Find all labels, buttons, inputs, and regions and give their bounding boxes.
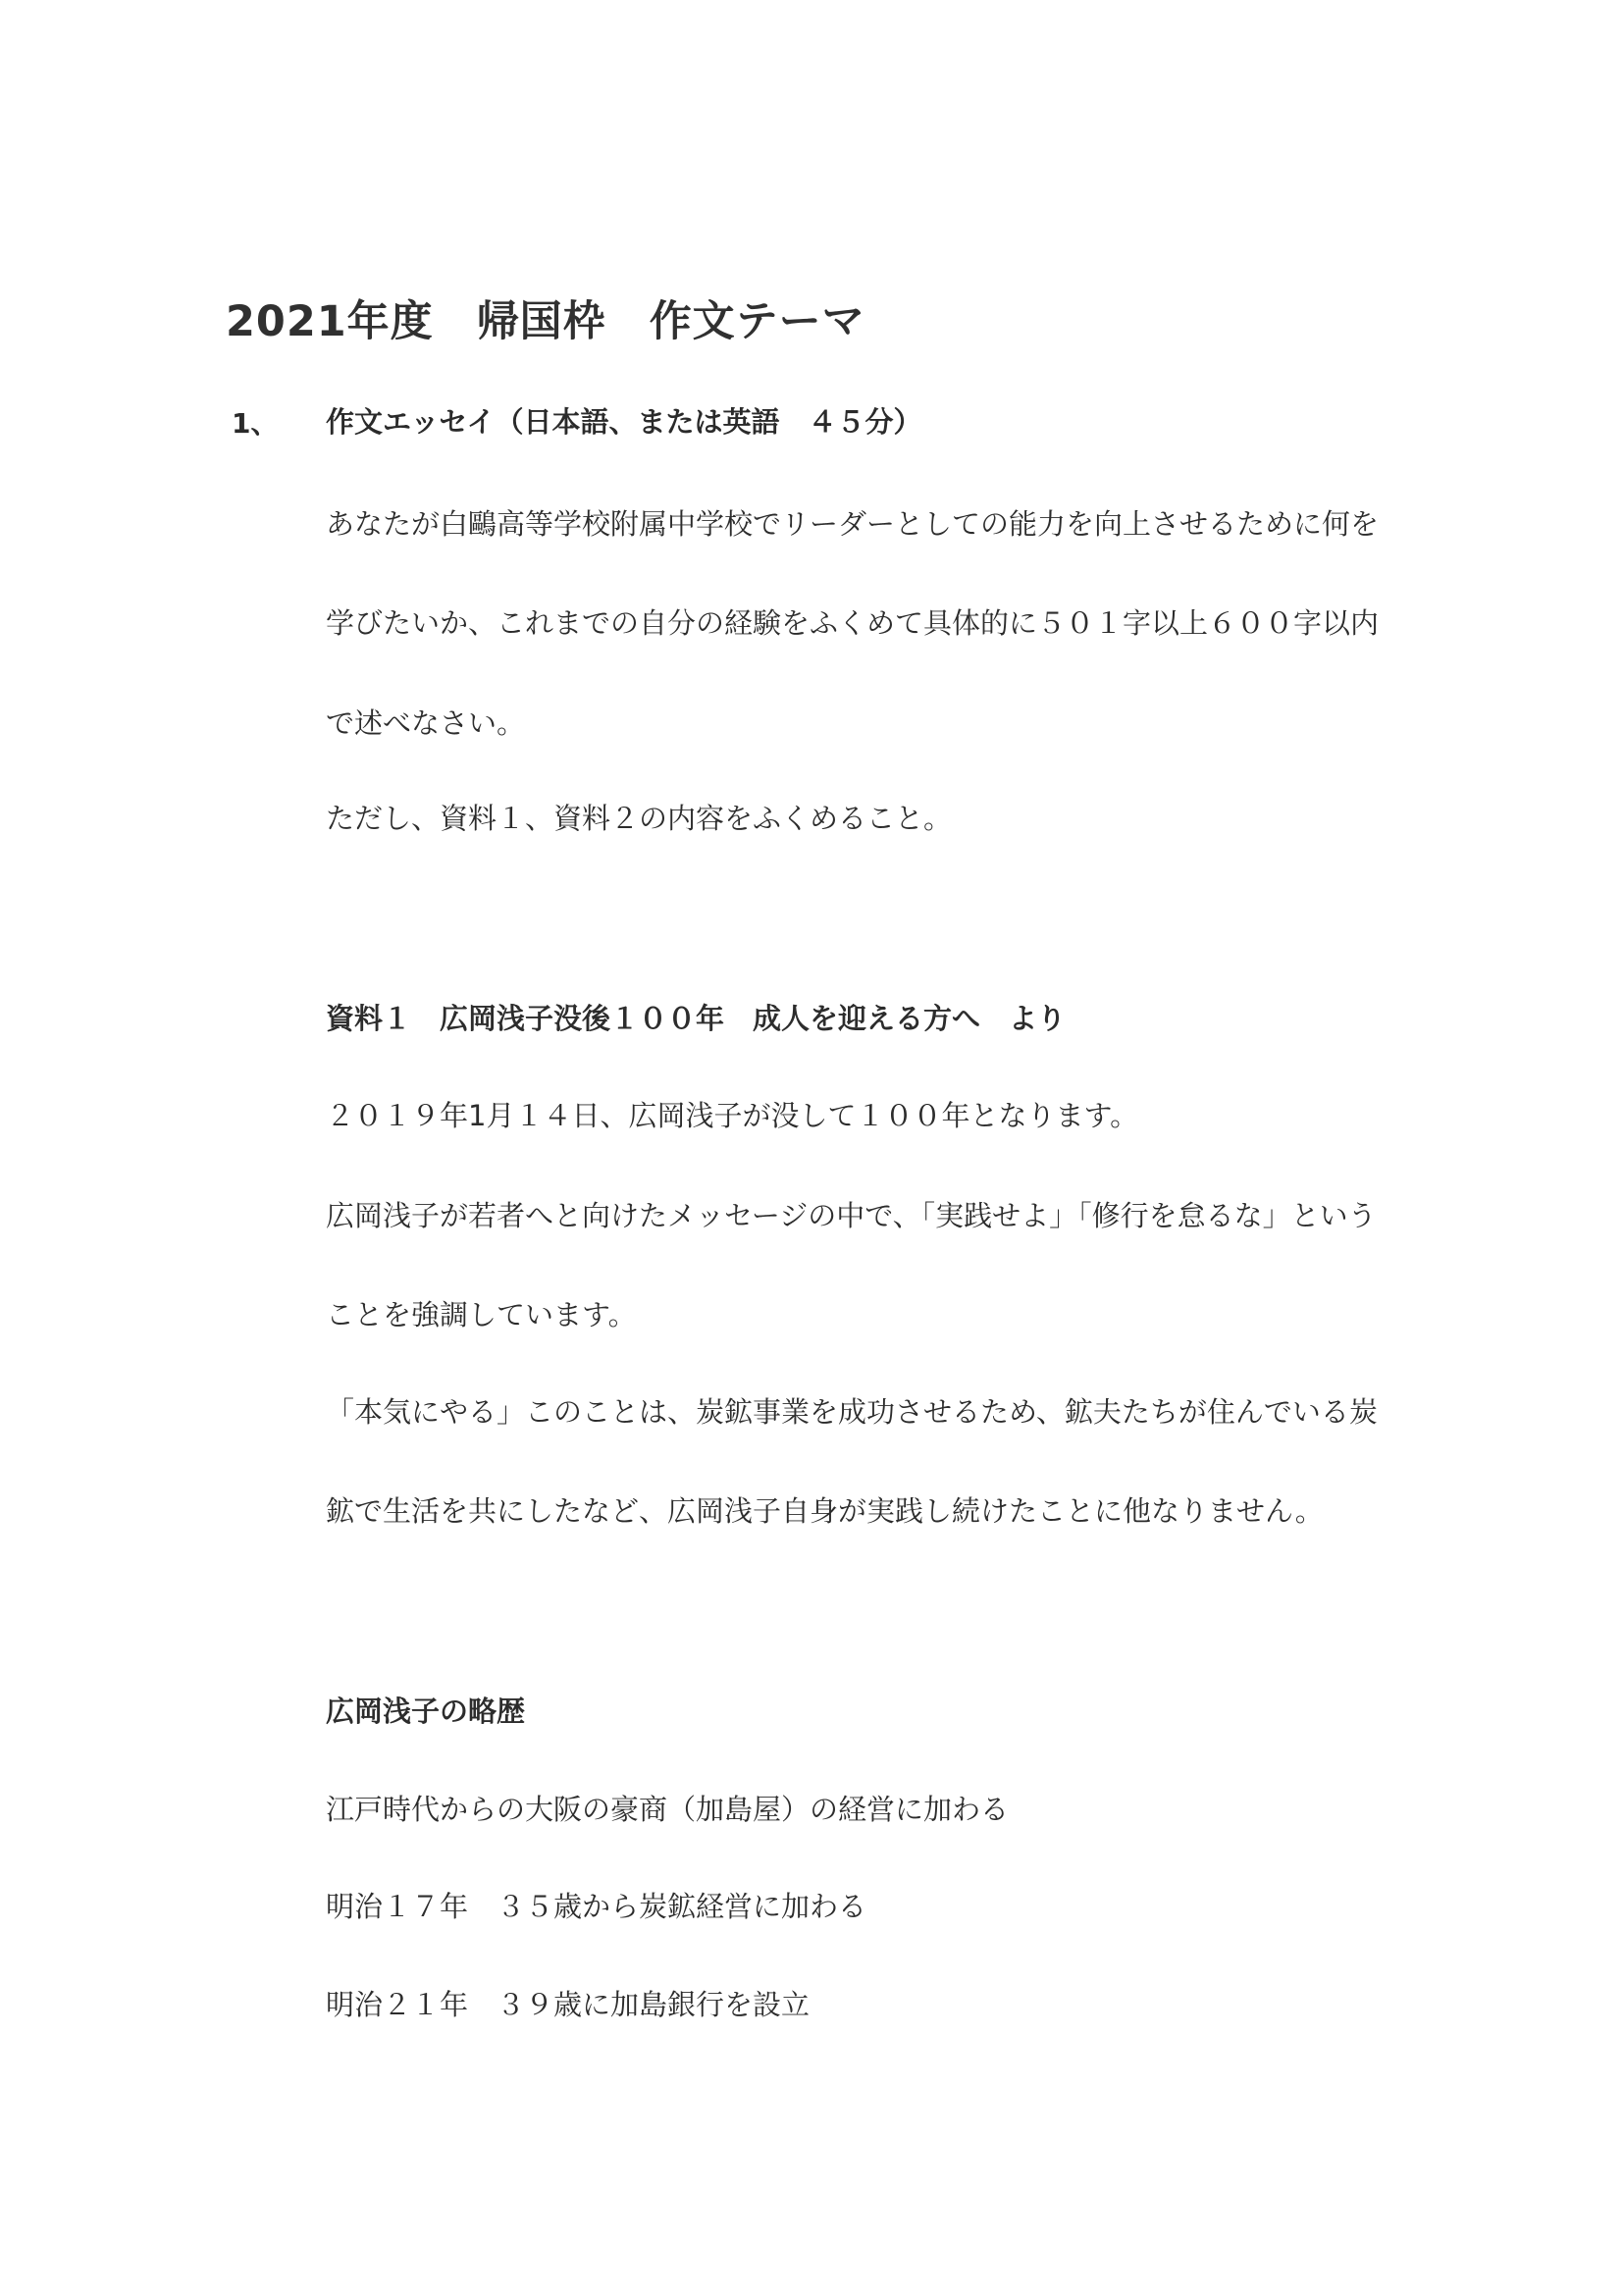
page-title <box>226 288 865 348</box>
material1-line-4: 「本気にやる」このことは、炭鉱事業を成功させるため、鉱夫たちが住んでいる炭 <box>326 1395 1378 1429</box>
title-year: 2021年度 <box>226 297 434 346</box>
prompt-note: ただし、資料１、資料２の内容をふくめること。 <box>326 802 953 835</box>
material1-line-1: ２０１９年1月１４日、広岡浅子が没して１００年となります。 <box>326 1099 1139 1132</box>
prompt-line-3: で述べなさい。 <box>326 706 526 740</box>
material1-line-5: 鉱で生活を共にしたなど、広岡浅子自身が実践し続けたことに他なりません。 <box>326 1494 1324 1528</box>
title-category: 帰国枠 <box>476 297 606 346</box>
biography-item: 明治１７年 ３５歳から炭鉱経営に加わる <box>326 1890 867 1923</box>
material1-line-2: 広岡浅子が若者へと向けたメッセージの中で、「実践せよ」「修行を怠るな」という <box>326 1199 1377 1232</box>
prompt-line-2: 学びたいか、これまでの自分の経験をふくめて具体的に５０１字以上６００字以内 <box>326 606 1380 640</box>
title-theme: 作文テーマ <box>649 297 865 346</box>
question-heading: 作文エッセイ（日本語、または英語 ４５分） <box>326 405 922 439</box>
biography-item: 江戸時代からの大阪の豪商（加島屋）の経営に加わる <box>326 1793 1010 1826</box>
material1-heading: 資料１ 広岡浅子没後１００年 成人を迎える方へ より <box>326 1002 1067 1035</box>
biography-heading: 広岡浅子の略歴 <box>326 1695 526 1728</box>
biography-item: 明治２１年 ３９歳に加島銀行を設立 <box>326 1988 811 2021</box>
question-number: 1、 <box>232 407 279 440</box>
material1-line-3: ことを強調しています。 <box>326 1298 637 1331</box>
prompt-line-1: あなたが白鷗高等学校附属中学校でリーダーとしての能力を向上させるために何を <box>326 507 1380 541</box>
